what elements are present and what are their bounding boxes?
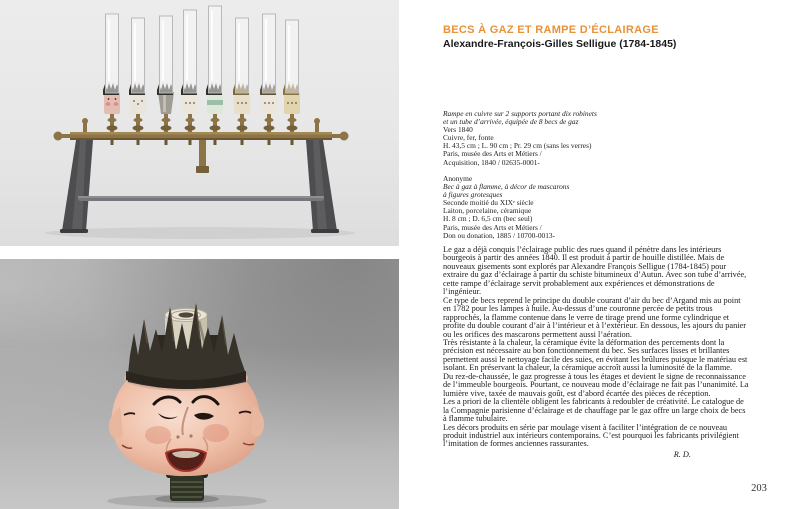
burner-6 (233, 18, 250, 132)
paragraph: Ce type de becs reprend le principe du double courant d’air du bec d’Argand mis au point en 1782 pour les lampes à huile. Au-dessus d’une couronne percée de petits trous rapprochés, la flamme contenue dans le verre de tirage prend une forme cylindrique et profite du double courant d’air à l’intérieur et à l’extérieur. En dessous, les ajours du panier ou les orifices des mascarons permettent aussi l’aération. (443, 295, 746, 339)
caption-line: Don ou donation, 1885 / 10700-0013- (443, 230, 556, 240)
paragraph: Le gaz a déjà conquis l’éclairage public des rues quand il pénètre dans les intérieurs bourgeois à partir des années 1840. Il est produit à partir de houille distillée. Mais de nouveaux gisements sont explorés par Alexandre François Selligue (1784-1845) pour extraire du gaz d’éclairage à partir du schiste bitumineux d’Autun. Avec son tube d’arrivée, cette rampe d’éclairage servit probablement aux expériences et démonstrations de l’ingénieur. (443, 245, 747, 297)
caption-line: Laiton, porcelaine, céramique (443, 206, 532, 216)
right-cheek (203, 424, 229, 442)
burner-7 (260, 14, 277, 132)
left-cheek (145, 426, 171, 444)
caption-line: et un tube d’arrivée, équipée de 8 becs de gaz (443, 117, 579, 127)
gas-ramp-illustration (0, 0, 399, 246)
gas-supply-pipe (196, 140, 209, 173)
author-initials: R. D. (673, 449, 691, 459)
photo-mascaron-burner (0, 259, 399, 509)
brass-rail (54, 118, 349, 141)
burner-5 (206, 6, 223, 132)
paragraph: Très résistante à la chaleur, la céramique évite la déformation des percements dont la précision est nécessaire au bon fonctionnement du bec. Ses surfaces lisses et brillantes permettent aussi le nettoyage facile des suies, en évitant les brûlures puisque le matériau est isolant. En préservant la chaleur, la céramique accroît aussi la luminosité de la flamme. (443, 337, 748, 373)
caption-line: Paris, musée des Arts et Métiers / (443, 149, 542, 159)
burner-8 (283, 20, 300, 132)
page-number: 203 (751, 483, 767, 494)
burner-4 (181, 10, 198, 132)
caption-line: Seconde moitié du XIXᵉ siècle (443, 198, 534, 208)
caption-line: Rampe en cuivre sur 2 supports portant dix robinets (443, 109, 597, 118)
ramp-floor-shadow (45, 227, 355, 239)
ramp-tie-bar (78, 196, 324, 201)
caption-line: H. 43,5 cm ; L. 90 cm ; Pr. 29 cm (sans les verres) (443, 141, 592, 151)
caption-line: H. 8 cm ; D. 6,5 cm (bec seul) (443, 214, 533, 224)
article-header (443, 24, 676, 50)
page-title: BECS À GAZ ET RAMPE D’ÉCLAIRAGE (443, 24, 659, 36)
page-subtitle: Alexandre-François-Gilles Selligue (1784-1845) (443, 38, 677, 50)
caption-line: Acquisition, 1840 / 02635-0001- (443, 157, 540, 167)
paragraph: Du rez-de-chaussée, le gaz progresse à tous les étages et devient le signe de reconnaissance de l’immeuble bourgeois. Pourtant, ce nouveau mode d’éclairage ne fait pas l’unanimité. La lumière vive, taxée de mauvais goût, est d’abord écartée des pièces de réception. (443, 371, 749, 398)
paragraph: Les a priori de la clientèle obligent les fabricants à redoubler de créativité. Le catalogue de la Compagnie parisienne d’éclairage et de chauffage par le gaz offre un large choix de becs à flamme tubulaire. (443, 397, 746, 424)
burner-2 (129, 18, 146, 132)
article-body (443, 246, 749, 459)
caption-line: Anonyme (443, 174, 473, 183)
ceramic-head (109, 381, 264, 476)
caption-ramp (443, 110, 597, 167)
burner-1 (103, 14, 120, 132)
right-profile-nose (251, 405, 264, 437)
photo-gas-ramp (0, 0, 399, 246)
caption-line: à figures grotesques (443, 190, 503, 200)
caption-line: Vers 1840 (443, 125, 473, 135)
caption-burner (443, 175, 569, 240)
mascaron-burner-illustration (0, 259, 399, 509)
gas-burners (103, 6, 300, 132)
caption-line: Cuivre, fer, fonte (443, 133, 494, 143)
burner-3 (157, 16, 174, 132)
caption-line: Bec à gaz à flamme, à décor de mascarons (443, 182, 570, 192)
caption-line: Paris, musée des Arts et Métiers / (443, 222, 542, 232)
paragraph: Les décors produits en série par moulage visent à faciliter l’intégration de ce nouveau produit industriel aux intérieurs contemporains. C’est pourquoi les fabricants privilégient l’imitation de formes anciennes rassurantes. (443, 422, 739, 449)
